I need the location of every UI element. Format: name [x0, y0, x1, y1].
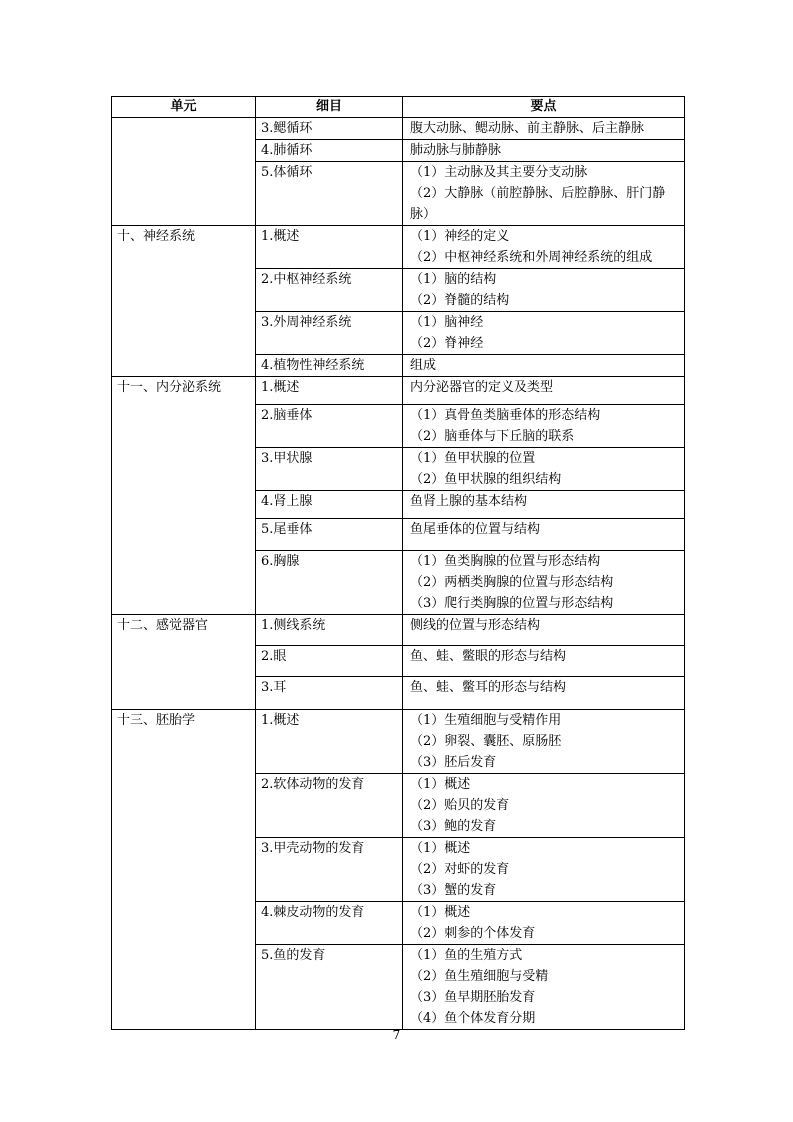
point-line: （2）贻贝的发育: [410, 798, 510, 813]
point-line: （1）神经的定义: [410, 229, 510, 244]
table-row: [112, 377, 685, 405]
points-cell: [403, 269, 685, 312]
point-line: （3）爬行类胸腺的位置与形态结构: [410, 596, 614, 611]
point-line: （2）对虾的发育: [410, 862, 510, 877]
item-cell: 3.鳃循环: [256, 118, 403, 140]
item-cell: 4.肾上腺: [256, 491, 403, 519]
point-line: 侧线的位置与形态结构: [410, 618, 541, 633]
points-cell: [403, 551, 685, 615]
points-cell: [403, 945, 685, 1030]
point-line: （1）脑神经: [410, 315, 484, 330]
point-line: （2）脊髓的结构: [410, 293, 510, 308]
item-cell: 2.脑垂体: [256, 405, 403, 448]
item-cell: 2.眼: [256, 646, 403, 677]
points-cell: [403, 677, 685, 710]
points-cell: [403, 615, 685, 646]
point-line: （4）鱼个体发育分期: [410, 1011, 536, 1026]
item-cell: 4.肺循环: [256, 140, 403, 162]
item-cell: 5.体循环: [256, 162, 403, 226]
table-row: [112, 226, 685, 269]
point-line: （2）刺参的个体发育: [410, 926, 536, 941]
points-cell: [403, 710, 685, 774]
point-line: （3）胚后发育: [410, 755, 497, 770]
unit-cell: [112, 118, 256, 226]
points-cell: [403, 774, 685, 838]
point-line: （1）脑的结构: [410, 272, 497, 287]
item-cell: 5.尾垂体: [256, 519, 403, 551]
header-points: 要点: [403, 97, 685, 118]
point-line: 鱼肾上腺的基本结构: [410, 494, 528, 509]
table-row: [112, 710, 685, 774]
item-cell: 4.植物性神经系统: [256, 355, 403, 377]
item-cell: 6.胸腺: [256, 551, 403, 615]
point-line: （2）两栖类胸腺的位置与形态结构: [410, 575, 614, 590]
unit-cell: 十三、胚胎学: [112, 710, 256, 1030]
point-line: （2）鱼甲状腺的组织结构: [410, 472, 562, 487]
points-cell: [403, 519, 685, 551]
unit-cell: 十二、感觉器官: [112, 615, 256, 710]
point-line: （1）概述: [410, 841, 471, 856]
point-line: （2）卵裂、囊胚、原肠胚: [410, 734, 562, 749]
unit-cell: 十一、内分泌系统: [112, 377, 256, 615]
point-line: （2）脊神经: [410, 336, 484, 351]
unit-cell: 十、神经系统: [112, 226, 256, 377]
point-line: （2）中枢神经系统和外周神经系统的组成: [410, 250, 653, 265]
points-cell: [403, 448, 685, 491]
point-line: 肺动脉与肺静脉: [410, 143, 502, 158]
point-line: 组成: [410, 358, 437, 373]
point-line: （1）鱼类胸腺的位置与形态结构: [410, 554, 601, 569]
item-cell: 3.耳: [256, 677, 403, 710]
table-header-row: [112, 97, 685, 118]
points-cell: [403, 405, 685, 448]
item-cell: 1.概述: [256, 710, 403, 774]
points-cell: [403, 377, 685, 405]
point-line: （1）真骨鱼类脑垂体的形态结构: [410, 408, 601, 423]
table-row: [112, 615, 685, 646]
point-line: 腹大动脉、鳃动脉、前主静脉、后主静脉: [410, 121, 645, 136]
point-line: （1）鱼的生殖方式: [410, 948, 523, 963]
points-cell: [403, 118, 685, 140]
points-cell: [403, 226, 685, 269]
point-line: （1）生殖细胞与受精作用: [410, 713, 562, 728]
points-cell: [403, 140, 685, 162]
item-cell: 1.概述: [256, 377, 403, 405]
points-cell: [403, 838, 685, 902]
item-cell: 3.甲状腺: [256, 448, 403, 491]
point-line: （3）鱼早期胚胎发育: [410, 990, 536, 1005]
page-number: 7: [392, 1028, 401, 1042]
item-cell: 3.外周神经系统: [256, 312, 403, 355]
point-line: （1）概述: [410, 777, 471, 792]
point-line: （2）大静脉（前腔静脉、后腔静脉、肝门静脉）: [410, 186, 666, 222]
point-line: （3）鲍的发育: [410, 819, 497, 834]
points-cell: [403, 902, 685, 945]
item-cell: 3.甲壳动物的发育: [256, 838, 403, 902]
item-cell: 1.概述: [256, 226, 403, 269]
point-line: （1）概述: [410, 905, 471, 920]
item-cell: 2.软体动物的发育: [256, 774, 403, 838]
points-cell: [403, 162, 685, 226]
item-cell: 5.鱼的发育: [256, 945, 403, 1030]
point-line: 鱼、蛙、鳖眼的形态与结构: [410, 649, 567, 664]
item-cell: 1.侧线系统: [256, 615, 403, 646]
header-unit: 单元: [112, 97, 256, 118]
point-line: 鱼尾垂体的位置与结构: [410, 522, 541, 537]
point-line: （2）鱼生殖细胞与受精: [410, 969, 549, 984]
point-line: 内分泌器官的定义及类型: [410, 380, 554, 395]
syllabus-table: [111, 96, 685, 1030]
point-line: （1）鱼甲状腺的位置: [410, 451, 536, 466]
header-item: 细目: [256, 97, 403, 118]
item-cell: 2.中枢神经系统: [256, 269, 403, 312]
point-line: （3）蟹的发育: [410, 883, 497, 898]
point-line: 鱼、蛙、鳖耳的形态与结构: [410, 680, 567, 695]
points-cell: [403, 312, 685, 355]
points-cell: [403, 491, 685, 519]
table-body: [112, 118, 685, 1030]
points-cell: [403, 355, 685, 377]
point-line: （1）主动脉及其主要分支动脉: [410, 165, 588, 180]
points-cell: [403, 646, 685, 677]
table-row: [112, 118, 685, 140]
item-cell: 4.棘皮动物的发育: [256, 902, 403, 945]
point-line: （2）脑垂体与下丘脑的联系: [410, 429, 575, 444]
